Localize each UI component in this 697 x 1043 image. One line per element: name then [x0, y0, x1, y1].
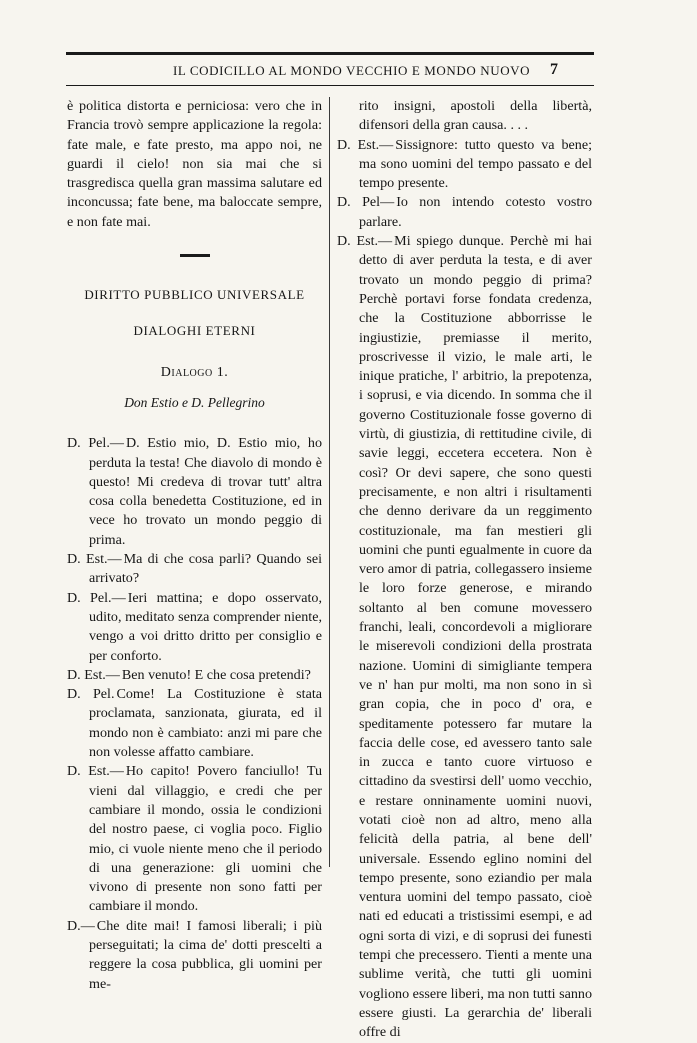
speech-text: Che dite mai! I famosi liberali; i più perseguitati; la cima de' dotti prescelti a reggere la cosa pubblica, gli uomini per me-	[89, 917, 322, 992]
speech	[67, 434, 322, 550]
speech-text: Ma di che cosa parli? Quando sei arrivato?	[89, 551, 322, 587]
opening-paragraph: è politica distorta e perniciosa: vero che in Francia trovò sempre applicazione la regola: fate male, e fate presto, ma appo noi, ne guardi il cielo! non sia mai che si trasgredisca quella gran massima salutare ed inconcussa; fate bene, ma baloccate sempre, e non fate mai.	[67, 98, 322, 230]
speech-text: Ben venuto! E che cosa pretendi?	[121, 666, 311, 683]
speech-text: D. Estio mio, D. Estio mio, ho perduta la testa! Che diavolo di mondo è questo! Mi credeva di trovar tutt' altra cosa colla benedetta Costituzione, ed in vece ho trovato un mondo peggio di prima.	[89, 435, 322, 548]
speaker-label: D. Pel.—	[67, 589, 126, 606]
speech-text: Io non intendo cotesto vostro parlare.	[359, 194, 593, 230]
speech	[67, 685, 322, 762]
speech	[337, 136, 592, 194]
speaker-label: D. Est.—	[67, 551, 122, 568]
speech-text: Sissignore: tutto questo va bene; ma sono uomini del tempo passato e del tempo presente.	[359, 136, 592, 192]
speech	[67, 550, 322, 589]
page-number: 7	[550, 61, 558, 78]
speaker-label: D. Est.—	[67, 666, 120, 683]
running-head: IL CODICILLO AL MONDO VECCHIO E MONDO NUOVO	[173, 63, 531, 78]
dialogue-characters: Don Estio e D. Pellegrino	[124, 394, 265, 410]
speaker-label: D. Pel.—	[67, 435, 124, 452]
speech-text: Come! La Costituzione è stata proclamata, sanzionata, giurata, ed il mondo non è cambiato: anzi mi pare che non volesse affatto cambiare.	[89, 686, 322, 761]
speech	[67, 917, 322, 994]
speaker-label: D. Est.—	[337, 136, 394, 153]
speech	[337, 232, 592, 1042]
continuation-paragraph: rito insigni, apostoli della libertà, difensori della gran causa. . . .	[359, 98, 592, 134]
speaker-label: D. Pel—	[337, 194, 395, 211]
speaker-label: D.—	[67, 917, 95, 934]
section-divider	[180, 254, 210, 257]
speaker-label: D. Est.—	[67, 763, 124, 780]
speech	[67, 589, 322, 666]
speech	[67, 762, 322, 916]
speech-text: Mi spiego dunque. Perchè mi hai detto di aver perduta la testa, e di aver trovato un mondo peggio di prima? Perchè portavi forse fondata credenza, che la Costituzione abborrisse le ingiustizie, premiasse il merito, proscrivesse il vizio, le male arti, le inique pratiche, l' arbitrio, la prepotenza, i soprusi, e via dicendo. In somma che il governo Costituzionale fosse governo di virtù, di giustizia, di rettitudine civile, di savie leggi, eccetera eccetera. Non è così? Or devi sapere, che sono questi precisamente, e non altri i risultamenti che denno derivare da un reggimento costituzionale, ma fan mestieri gli uomini che punti egualmente in cuore da vero amor di patria, collegassero insieme le loro forze generose, e mirando soltanto al ben comune movessero franchi, leali, concordevoli a migliorare le miserevoli condizioni della prostrata nazione. Uomini di simigliante tempera ve n' han pur molti, ma non sono in sì gran copia, che in poco d' ora, e speditamente potessero far mutare la faccia delle cose, ed avessero tanto sale in zucca e tanto cuore virtuoso e cittadino da svestirsi dell' uomo vecchio, e restare onninamente uomini nuovi, votati cioè non ad altro, meno alla felicità della patria, al bene dell' universale. Essendo eglino nomini del tempo presente, sono eziandio per mala ventura uomini del tempo passato, cioè nati ed educati a tristissimi esempi, e ad ogni sorta di vizi, e di soprusi dei funesti tempi che precessero. Tienti a mente una sublime verità, che tutti gli uomini vogliono essere liberi, ma non tutti sanno essere giusti. La gerarchia de' liberali offre di	[359, 233, 592, 1041]
speech-text: Ho capito! Povero fanciullo! Tu vieni dal villaggio, e credi che per cambiare il mondo, ossia le condizioni del nostro paese, ci voglia poco. Figlio mio, ci vuole niente meno che il periodo di una generazione: gli uomini che vivono di presente non sono fatti per cambiare il mondo.	[89, 763, 322, 915]
header-bottom-rule	[66, 85, 594, 86]
column-separator	[329, 97, 330, 867]
speech	[67, 666, 322, 685]
dialogue-label: Dialogo 1.	[160, 364, 229, 380]
right-column	[337, 97, 592, 1043]
header-top-rule	[66, 52, 594, 55]
speech-text: Ieri mattina; e dopo osservato, udito, meditato senza comprender niente, vengo a voi dritto dritto per consiglio e per conforto.	[89, 589, 323, 664]
left-column	[67, 97, 322, 994]
section-subtitle: DIALOGHI ETERNI	[133, 323, 256, 339]
section-title: DIRITTO PUBBLICO UNIVERSALE	[84, 287, 305, 303]
speaker-label: D. Est.—	[337, 233, 393, 250]
speech	[337, 193, 592, 232]
speaker-label: D. Pel.	[67, 686, 115, 703]
